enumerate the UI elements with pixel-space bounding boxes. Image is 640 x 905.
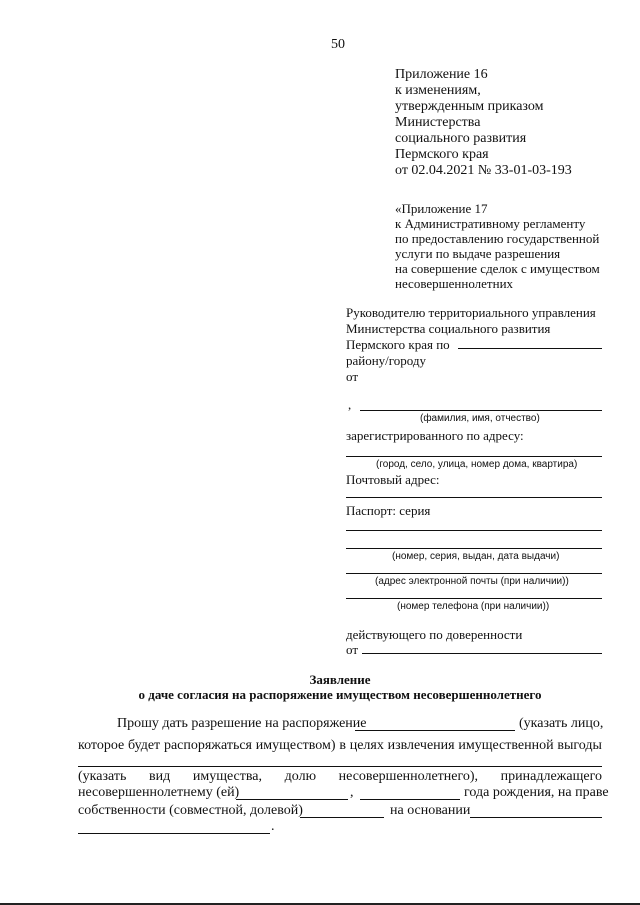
fio-field-line[interactable] bbox=[360, 410, 602, 411]
body-word: вид bbox=[148, 769, 171, 784]
body-word: распоряжаться bbox=[163, 738, 252, 753]
body-line4-end: года рождения, на праве bbox=[464, 785, 609, 800]
body-line4-start: несовершеннолетнему (ей) bbox=[78, 785, 240, 800]
addressee-line3: Пермского края по bbox=[346, 337, 450, 352]
annex16-line: Приложение 16 bbox=[395, 67, 488, 82]
registered-label: зарегистрированного по адресу: bbox=[346, 428, 524, 443]
annex16-line: от 02.04.2021 № 33-01-03-193 bbox=[395, 163, 572, 178]
birth-year-field-line[interactable] bbox=[360, 799, 460, 800]
body-word: имуществом) bbox=[255, 738, 336, 753]
annex17-line: к Административному регламенту bbox=[395, 216, 586, 231]
body-word: имущественной bbox=[458, 738, 554, 753]
addressee-line4: району/городу bbox=[346, 353, 427, 368]
annex17-line: по предоставлению государственной bbox=[395, 231, 600, 246]
minor-name-field-line[interactable] bbox=[236, 799, 348, 800]
district-field-line[interactable] bbox=[458, 348, 602, 349]
postal-field-line[interactable] bbox=[346, 497, 602, 498]
passport-field-line-1[interactable] bbox=[346, 530, 602, 531]
body-line2 bbox=[78, 738, 602, 754]
fio-comma: , bbox=[348, 397, 352, 412]
statement-title: Заявление bbox=[309, 672, 371, 687]
benefit-field-line[interactable] bbox=[78, 766, 602, 767]
passport-field-line-2[interactable] bbox=[346, 548, 602, 549]
proxy-from: от bbox=[346, 642, 359, 657]
basis-continuation-line[interactable] bbox=[78, 833, 270, 834]
annex16-line: Министерства bbox=[395, 115, 481, 130]
annex16-line: Пермского края bbox=[395, 147, 489, 162]
body-word: выгоды bbox=[557, 738, 602, 753]
email-caption: (адрес электронной почты (при наличии)) bbox=[375, 576, 569, 587]
annex17-line: несовершеннолетних bbox=[395, 276, 514, 291]
addressee-from: от bbox=[346, 369, 359, 384]
phone-field-line[interactable] bbox=[346, 598, 602, 599]
annex17-line: «Приложение 17 bbox=[395, 201, 488, 216]
proxy-label: действующего по доверенности bbox=[346, 627, 523, 642]
fio-caption: (фамилия, имя, отчество) bbox=[420, 413, 540, 424]
annex16-line: к изменениям, bbox=[395, 83, 481, 98]
passport-label: Паспорт: серия bbox=[346, 503, 431, 518]
annex17-line: на совершение сделок с имуществом bbox=[395, 261, 600, 276]
annex16-line: утвержденным приказом bbox=[395, 99, 544, 114]
body-word: извлечения bbox=[387, 738, 455, 753]
annex17-block bbox=[395, 201, 600, 291]
body-word: целях bbox=[349, 738, 384, 753]
body-word: имущества, bbox=[192, 769, 263, 784]
body-word: долю bbox=[284, 769, 317, 784]
page-number: 50 bbox=[331, 37, 345, 52]
body-line5-start: собственности (совместной, долевой) bbox=[78, 803, 303, 818]
address-field-line[interactable] bbox=[346, 456, 602, 457]
body-line6-period: . bbox=[271, 819, 275, 834]
body-line3 bbox=[78, 769, 602, 785]
postal-label: Почтовый адрес: bbox=[346, 472, 440, 487]
body-word: (указать bbox=[78, 769, 127, 784]
address-caption: (город, село, улица, номер дома, квартира) bbox=[376, 459, 578, 470]
basis-field-line[interactable] bbox=[470, 817, 602, 818]
body-line4-comma: , bbox=[350, 785, 354, 800]
passport-caption: (номер, серия, выдан, дата выдачи) bbox=[392, 551, 560, 562]
proxy-field-line[interactable] bbox=[362, 653, 602, 654]
body-word: несовершеннолетнего), bbox=[338, 769, 479, 784]
email-field-line[interactable] bbox=[346, 573, 602, 574]
body-word: будет bbox=[128, 738, 161, 753]
annex16-block bbox=[395, 67, 572, 179]
addressee-line1: Руководителю территориального управления bbox=[346, 305, 596, 320]
body-word: которое bbox=[78, 738, 125, 753]
statement-subtitle: о даче согласия на распоряжение имуществом несовершеннолетнего bbox=[138, 687, 542, 702]
body-line5-mid: на основании bbox=[390, 803, 471, 818]
addressee-line2: Министерства социального развития bbox=[346, 321, 551, 336]
phone-caption: (номер телефона (при наличии)) bbox=[397, 601, 550, 612]
body-word: принадлежащего bbox=[500, 769, 602, 784]
body-line1-end: (указать лицо, bbox=[519, 716, 604, 731]
annex16-line: социального развития bbox=[395, 131, 527, 146]
person-field-line[interactable] bbox=[355, 730, 515, 731]
ownership-field-line[interactable] bbox=[300, 817, 384, 818]
body-word: в bbox=[339, 738, 346, 753]
body-line1-start: Прошу дать разрешение на распоряжение bbox=[117, 716, 367, 731]
annex17-line: услуги по выдаче разрешения bbox=[395, 246, 561, 261]
